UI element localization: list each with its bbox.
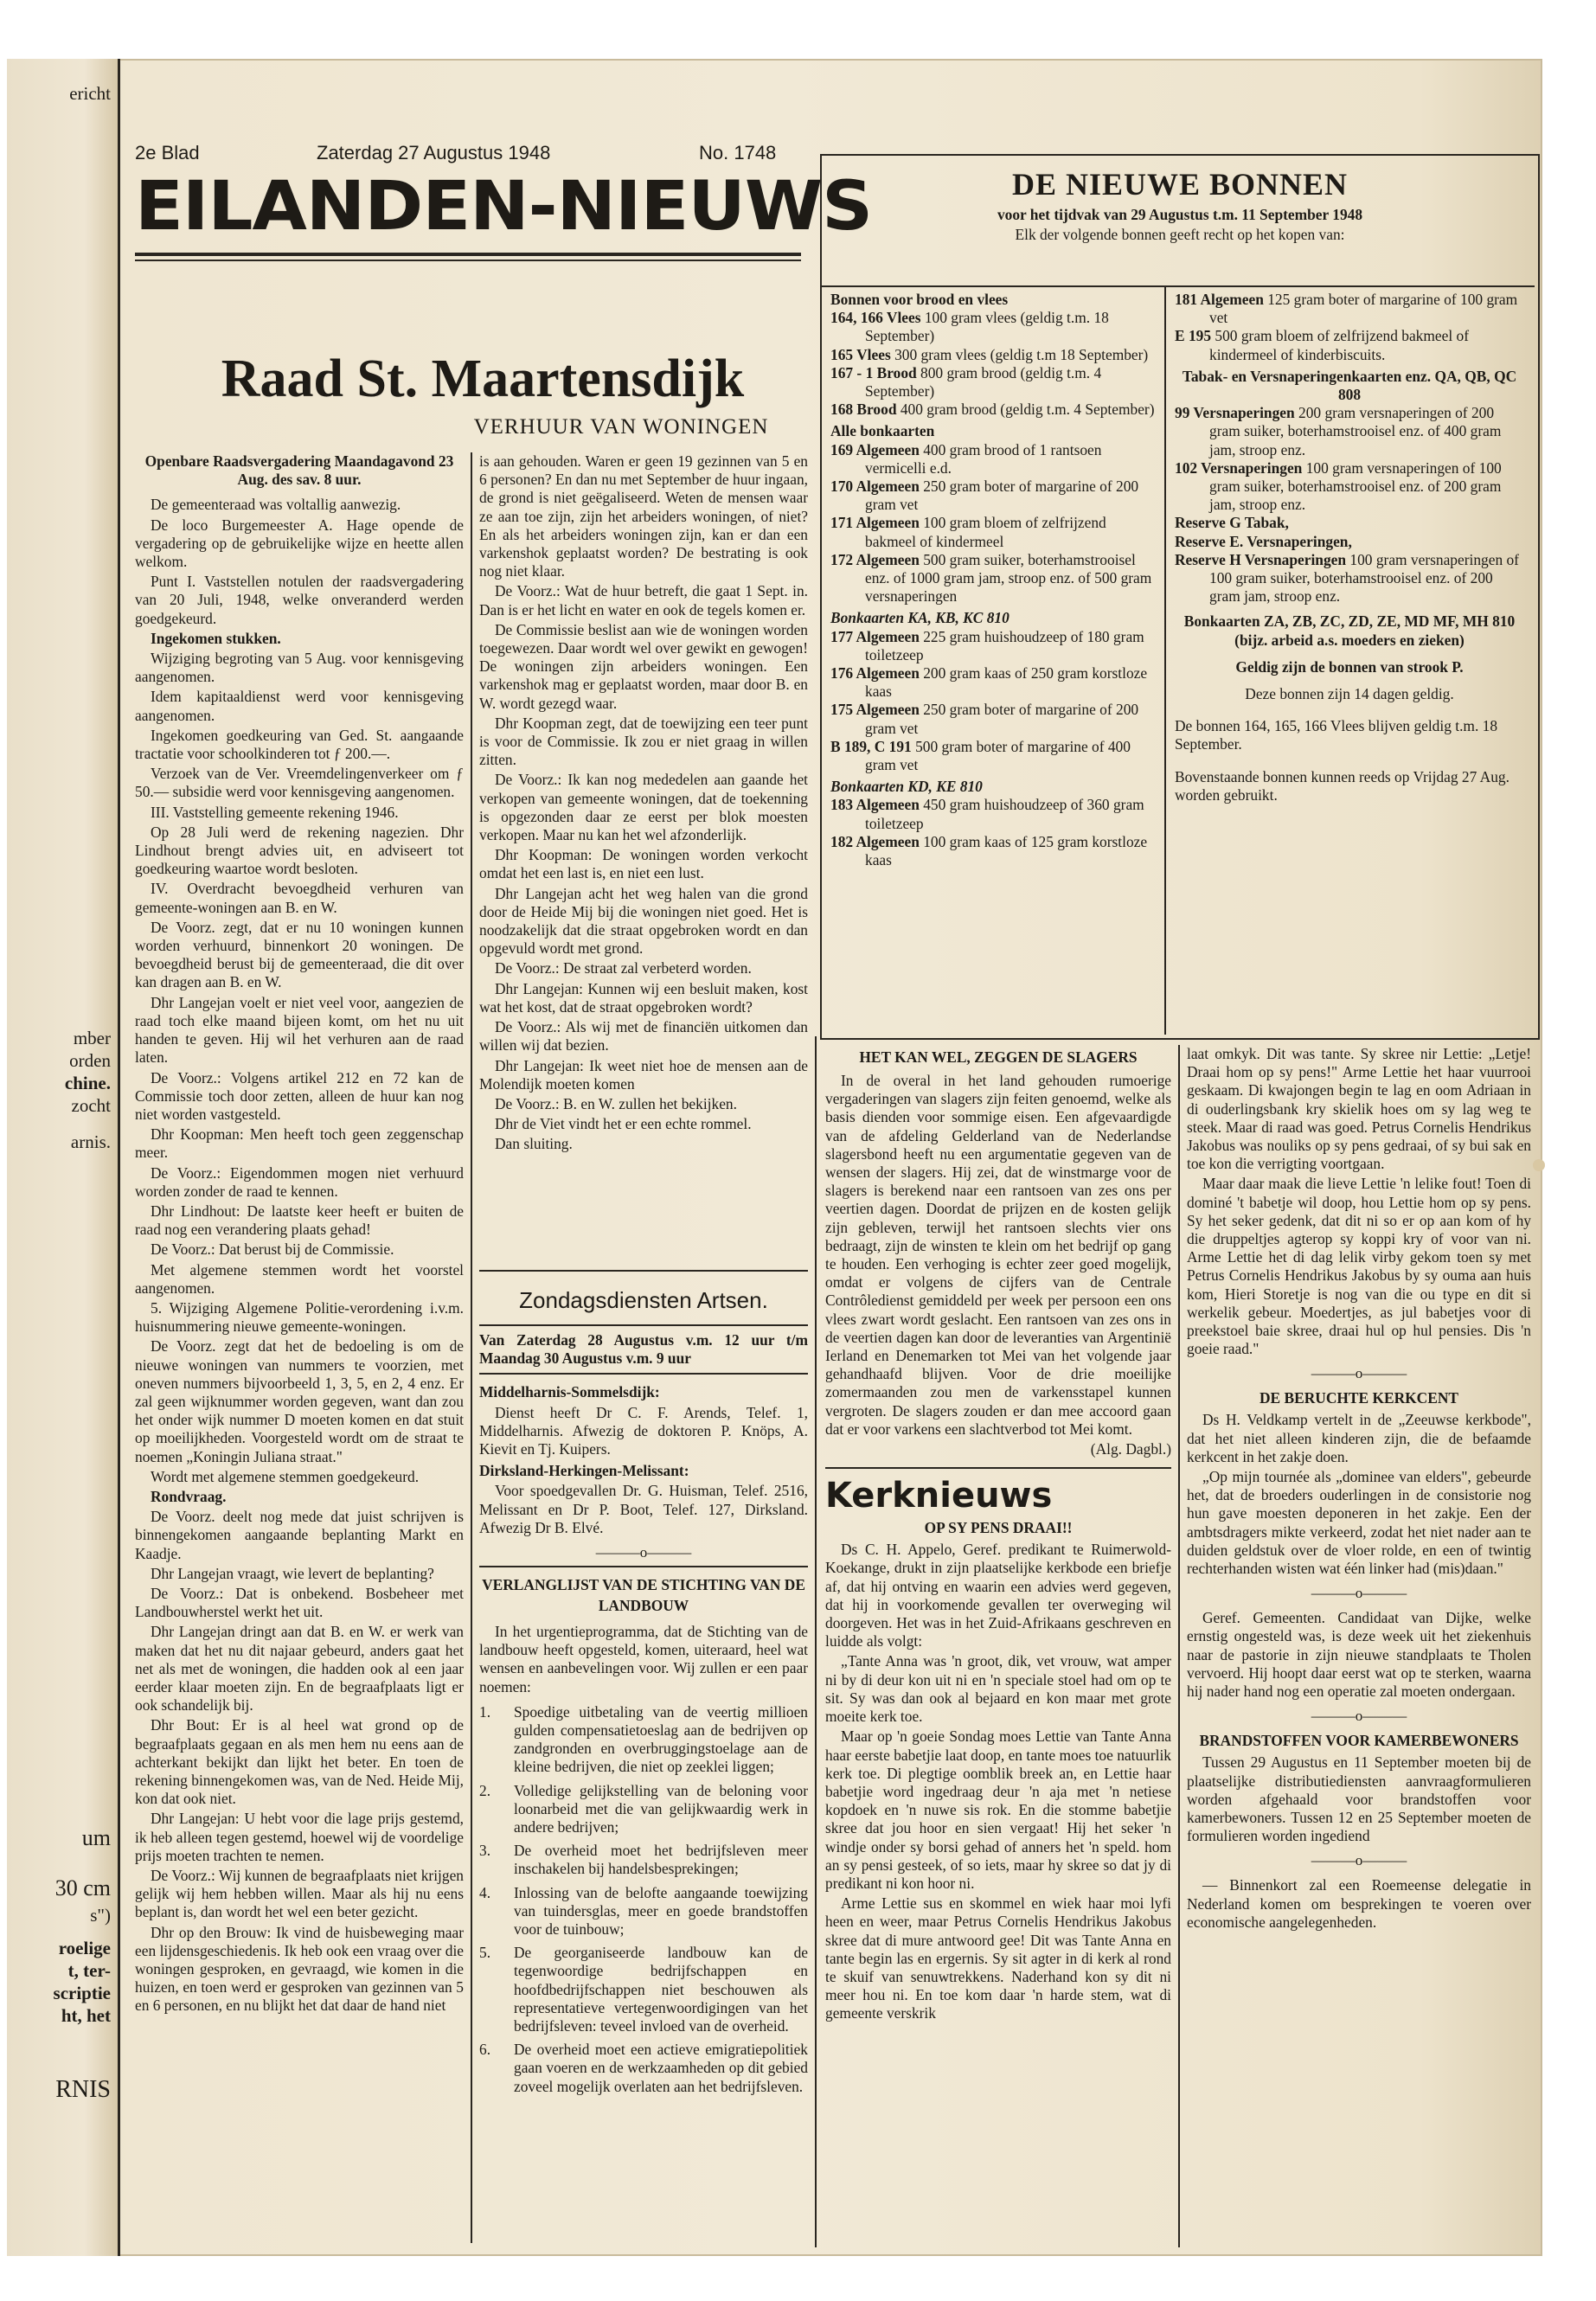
bon-entry: 168 Brood 400 gram brood (geldig t.m. 4 September) xyxy=(830,401,1155,419)
fragment: ht, het xyxy=(61,2005,111,2026)
paragraph: Ds C. H. Appelo, Geref. predikant te Ruimerwold-Koekange, drukt in zijn plaatselijke kerkbode een briefje af, dat hij ontving en waarin een advies werd gegeven, dat hij in voorkomende gevallen ter overweging wil doorgeven. Het was in het Zuid-Afrikaans geschreven en luidde als volgt: xyxy=(825,1541,1171,1650)
bon-entry: 169 Algemeen 400 gram brood of 1 rantsoen vermicelli e.d. xyxy=(830,440,1102,477)
bonnen-title: DE NIEUWE BONNEN xyxy=(1011,167,1349,202)
masthead-rule xyxy=(135,253,801,256)
slagers-title: HET KAN WEL, ZEGGEN DE SLAGERS xyxy=(859,1048,1138,1066)
artsen-location: Middelharnis-Sommelsdijk: xyxy=(479,1383,660,1401)
source: (Alg. Dagbl.) xyxy=(1090,1440,1171,1458)
bon-entry: Deze bonnen zijn 14 dagen geldig. xyxy=(1245,685,1454,703)
bon-entry: Reserve H Versnaperingen 100 gram versnaperingen of 100 gram suiker, boterhamstrooisel enz. of 200 gram jam, stroop enz. xyxy=(1175,550,1519,606)
paragraph: Rondvraag. xyxy=(151,1487,227,1505)
paragraph: „Op mijn tournée als „dominee van elders", gebeurde het, dat de broeders ouderlingen in de consistorie nog hun gave moesten deponeren in het zakje. Een der ambtsdragers mikte verkeerd, zodat het niet nader aan te duiden geldstuk over de vloer rolde, en een of twintig rechterhanden wisten wat één linker had (mis)daan." xyxy=(1187,1468,1531,1578)
bon-entry: E 195 500 gram bloem of zelfrijzend bakmeel of kindermeel of kinderbiscuits. xyxy=(1175,327,1469,363)
paragraph: De Voorz.: B. en W. zullen het bekijken. xyxy=(495,1094,737,1112)
bon-entry: Bonkaarten KD, KE 810 xyxy=(830,778,983,796)
artsen-period: Van Zaterdag 28 Augustus v.m. 12 uur t/m Maandag 30 Augustus v.m. 9 uur xyxy=(479,1331,808,1368)
paragraph: laat omkyk. Dit was tante. Sy skree nir Lettie: „Letje! Draai hom op sy pens!" Arme Lettie het haar vuurrooi geskaam. Di kwajongen begin te lag en oom Adriaan in di ouderlingsbank kry skielik hoes om sy lag weg te steek. Maar di raad was goed. Petrus Cornelis Hendrikus Jakobus was nouliks op sy pens gedraai, of sy bui sak en toe kon die verrigting voortgaan. xyxy=(1187,1045,1531,1173)
paragraph: Punt I. Vaststellen notulen der raadsvergadering van 20 Juli, 1948, welke onveranderd werden goedgekeurd. xyxy=(135,573,464,627)
paragraph: Dhr Langejan acht het weg halen van die grond door de Heide Mij bij die woningen niet goed. Het is noodzakelijk dat die straat opgebroken wordt en dan opgevuld wordt met grond. xyxy=(479,884,808,958)
paragraph: „Tante Anna was 'n groot, dik, vet vrouw, wat amper ni by di deur kon uit ni en 'n speciale stoel had om op te sit. Sy was dan ook al bejaard en kon maar met grote moeite kerk toe. xyxy=(825,1652,1171,1726)
paragraph: Dhr op den Brouw: Ik vind de huisbeweging maar een lijdensgeschiedenis. Ik heb ook een vraag over die woningen gesproken, en gevraagd, wie komen in die huizen, en toen werd er gesproken van gezinnen van 5 en 6 personen, en nu blijkt het dat daar de hand niet xyxy=(135,1923,464,2015)
paragraph: Ingekomen goedkeuring van Ged. St. aangaande tractatie voor schoolkinderen tot ƒ 200.—. xyxy=(135,726,464,763)
separator: ———o——— xyxy=(1311,1708,1407,1725)
bon-entry: Bonkaarten KA, KB, KC 810 xyxy=(830,609,1010,627)
separator: ———o——— xyxy=(1311,1365,1407,1382)
paragraph: Dhr Langejan vraagt, wie levert de beplanting? xyxy=(151,1564,434,1582)
separator: ———o——— xyxy=(1311,1585,1407,1602)
bon-entry: Bonnen voor brood en vlees xyxy=(830,291,1009,308)
landbouw-list xyxy=(479,1703,808,2096)
bon-entry: Bovenstaande bonnen kunnen reeds op Vrijdag 27 Aug. worden gebruikt. xyxy=(1175,767,1509,804)
bon-entry: 171 Algemeen 100 gram bloem of zelfrijzend bakmeel of kindermeel xyxy=(830,514,1106,550)
paragraph: Ingekomen stukken. xyxy=(151,629,281,647)
bonnen-period: voor het tijdvak van 29 Augustus t.m. 11 September 1948 xyxy=(997,206,1363,223)
fragment: um xyxy=(81,1825,111,1850)
masthead-rule xyxy=(135,260,801,261)
paragraph: De Voorz.: Dat berust bij de Commissie. xyxy=(151,1240,394,1259)
bon-entry: Bonkaarten ZA, ZB, ZC, ZD, ZE, MD MF, MH 810 (bijz. arbeid a.s. moeders en zieken) xyxy=(1183,612,1516,649)
paragraph: Wordt met algemene stemmen goedgekeurd. xyxy=(151,1467,420,1485)
bon-entry: 102 Versnaperingen 100 gram versnaperingen of 100 gram suiker, boterhamstrooisel enz. of 200 gram jam, stroop enz. xyxy=(1175,458,1502,514)
paragraph: Dhr Langejan: U hebt voor die lage prijs gestemd, ik heb alleen tegen gestemd, hoewel wij de voordelige prijs moeten trachten te nemen. xyxy=(135,1810,464,1864)
adjacent-page-strip xyxy=(7,59,120,2256)
bon-entry: 175 Algemeen 250 gram boter of margarine of 200 gram vet xyxy=(830,701,1139,737)
list-item: 1. Spoedige uitbetaling van de veertig millioen gulden compensatietoeslag aan de bedrijven op zandgronden en overbruggingstoelage aan de kleine bedrijven, die niet op zeeklei liggen; xyxy=(479,1702,808,1776)
artsen-section xyxy=(479,1275,808,1561)
section-rule xyxy=(479,1270,808,1272)
fragment: chine. xyxy=(64,1073,111,1093)
bon-entry: 99 Versnaperingen 200 gram versnaperingen of 200 gram suiker, boterhamstrooisel enz. of 400 gram jam, stroop enz. xyxy=(1175,404,1502,458)
fragment: mber xyxy=(73,1028,111,1048)
bon-entry: 182 Algemeen 100 gram kaas of 125 gram korstloze kaas xyxy=(830,832,1148,869)
bon-entry: Alle bonkaarten xyxy=(830,422,935,440)
paragraph: De Voorz. deelt nog mede dat juist schrijven is binnengekomen aangaande beplanting Markt en Kaadje. xyxy=(135,1508,464,1562)
bonnen-intro: Elk der volgende bonnen geeft recht op het kopen van: xyxy=(1015,226,1345,243)
raad-column-2 xyxy=(479,452,808,1274)
bon-entry: 183 Algemeen 450 gram huishoudzeep of 360 gram toiletzeep xyxy=(830,796,1144,832)
bon-entry: 172 Algemeen 500 gram suiker, boterhamstrooisel enz. of 1000 gram jam, stroop enz. of 500 gram versnaperingen xyxy=(830,550,1152,606)
fragment: 30 cm xyxy=(54,1875,111,1900)
list-item: 4. Inlossing van de belofte aangaande toewijzing van tuindersglas, meer en goede brandstoffen voor de tuinbouw; xyxy=(479,1883,808,1939)
headline: Raad St. Maartensdijk xyxy=(221,349,745,408)
paragraph: In het urgentieprogramma, dat de Stichting van de landbouw heeft opgesteld, komen, uiteraard, heel wat wensen en aanbevelingen voor. Wij zullen er een paar noemen: xyxy=(479,1623,808,1695)
fragment: orden xyxy=(69,1050,111,1071)
paragraph: Geref. Gemeenten. Candidaat van Dijke, welke ernstig ongesteld was, is deze week uit het ziekenhuis naar de pastorie in zijn nieuwe standplaats te Tholen vervoerd. Hij hoopt daar eerst wat op te sterken, waarna hij nader hand nog een operatie zal moeten ondergaan. xyxy=(1187,1609,1531,1701)
issue-date: Zaterdag 27 Augustus 1948 xyxy=(317,142,551,163)
artsen-location: Dirksland-Herkingen-Melissant: xyxy=(479,1462,689,1480)
bon-entry: Reserve G Tabak, xyxy=(1175,514,1289,532)
paragraph: IV. Overdracht bevoegdheid verhuren van gemeente-woningen aan B. en W. xyxy=(135,880,464,916)
paragraph: De Voorz.: Eigendommen mogen niet verhuurd worden zonder de raad te kennen. xyxy=(135,1163,464,1200)
paragraph: Wijziging begroting van 5 Aug. voor kennisgeving aangenomen. xyxy=(135,650,464,686)
bon-entry: 181 Algemeen 125 gram boter of margarine of 100 gram vet xyxy=(1175,291,1518,327)
paragraph: De Voorz.: Dat is onbekend. Bosbeheer met Landbouwherstel werkt het uit. xyxy=(135,1584,464,1621)
paragraph: Arme Lettie sus en skommel en wiek haar moi lyfi heen en weer, maar Petrus Cornelis Hendrikus Jakobus skree dat di mure antwoord gee! Dit was Tante Anna en tante begin las en ergernis. Sy sit agter in di kerk al rond te skuif van senuwtrekkens. Naderhand kon sy dit ni meer hou ni. En toe kom daar 'n harde stem, wat di gemeente verskrik xyxy=(825,1894,1171,2022)
column-rule xyxy=(471,452,472,2243)
bon-entry: 164, 166 Vlees 100 gram vlees (geldig t.m. 18 September) xyxy=(830,309,1109,345)
paragraph: De gemeenteraad was voltallig aanwezig. xyxy=(151,496,401,514)
paragraph: De Commissie beslist aan wie de woningen worden toegewezen. Daar wordt wel over gewikt en gewogen! De woningen zijn arbeiders woningen. Een varkenshok mag er geplaatst worden, maar door B. en W. wordt gezegd waar. xyxy=(479,620,808,712)
list-item: 5. De georganiseerde landbouw kan de tegenwoordige bedrijfschappen en hoofdbedrijfschappen niet beschouwen als representatieve vertegenwoordigingen van het bedrijfsleven: teveel invloed van de overheid. xyxy=(479,1944,808,2035)
page-content xyxy=(128,59,1542,2256)
paragraph: Dhr Koopman zegt, dat de toewijzing een teer punt is voor de Commissie. Ik zou er niet graag in willen zitten. xyxy=(479,714,808,769)
paragraph: Dhr Langejan voelt er niet veel voor, aangezien de raad toch elke maand bijeen komt, om het nu uit handen te geven. Hij wil het verhuren aan de raad laten. xyxy=(135,993,464,1067)
paragraph: Dhr Lindhout: De laatste keer heeft er buiten de raad nog een verandering plaats gehad! xyxy=(135,1202,464,1239)
paragraph: In de overal in het land gehouden rumoerige vergaderingen van slagers zijn feiten genoemd, welke als basis dienden voor sommige eisen. Een afgevaardigde van de afdeling Gelderland van de Nederlandse slagersbond heeft nu een argumentatie gegeven van de wensen der slagers. Hij zei, dat de winstmarge voor de slagers is berekend naar een rantsoen van zes ons per veertien dagen. Doordat de prijzen en de kosten gelijk zijn gebleven, terwijl het rantsoen slechts vier ons bedraagt, zijn de winsten te klein om het bedrijf op gang te houden. Een verhoging is echter zeer goed mogelijk, omdat er volgens de cijfers van de Centrale Contrôledienst gemiddeld per week per persoon een ons vlees zwart wordt geslacht. Een rantsoen van zes ons in de veertien dagen kan door de leveranties van Argentinië Ierland en Denemarken tot Mei van het volgende jaar gehandhaafd blijven. Voor de drie moeilijke zomermaanden zou men de varkensstapel kunnen vergroten. De slagers zouden er dan mee accoord gaan dat er voor varkens een slachtverbod tot Mei komt. xyxy=(825,1072,1171,1438)
paragraph: is aan gehouden. Waren er geen 19 gezinnen van 5 en 6 personen? En dan nu met September de huur ingaan, de grond is niet geëgaliseerd. Weten de mensen waar ze aan toe zijn, zijn het arbeiders woningen, of niet? En als het arbeiders woningen zijn, kan er dan een varkenshok geplaatst worden? De bestrating is ook nog niet klaar. xyxy=(479,452,808,580)
bon-entry: B 189, C 191 500 gram boter of margarine of 400 gram vet xyxy=(830,737,1131,774)
kerknieuws-title: Kerknieuws xyxy=(825,1476,1053,1516)
fragment: roelige xyxy=(58,1938,111,1958)
paragraph: — Binnenkort zal een Roemeense delegatie in Nederland komen om besprekingen te voeren over economische aangelegenheden. xyxy=(1187,1876,1531,1931)
fragment: s") xyxy=(90,1905,111,1926)
paragraph: Dhr Langejan dringt aan dat B. en W. er werk van maken dat het nu dit najaar gebeurd, anders gaat het net als met de woningen, die hadden ook al een jaar eerder klaar moeten zijn. En de begraafplaats ligt er ook schandelijk bij. xyxy=(135,1623,464,1715)
bon-entry: 167 - 1 Brood 800 gram brood (geldig t.m. 4 September) xyxy=(830,363,1102,401)
newspaper-page xyxy=(7,59,1542,2256)
paragraph: Dhr Koopman: De woningen worden verkocht omdat het een last is, en niet een lust. xyxy=(479,846,808,882)
masthead: EILANDEN-NIEUWS xyxy=(135,168,873,246)
bonnen-left-list xyxy=(830,291,1156,869)
paper-stain xyxy=(1533,1159,1545,1171)
paragraph: Dhr Langejan: Ik weet niet hoe de mensen aan de Molendijk moeten komen xyxy=(479,1056,808,1093)
paragraph: Dhr Bout: Er is al heel wat grond op de begraafplaats gegaan en als men hem nu eens aan de achterkant bekijkt dan lijkt het beter. En toen de rekening binnengekomen was, van de Ned. Heide Mij, kon dat ook niet. xyxy=(135,1716,464,1808)
column-rule xyxy=(815,1036,817,2247)
list-item: 6. De overheid moet een actieve emigratiepolitiek gaan voeren en de werkzaamheden op dit gebied zoveel mogelijk overlaten aan het bedrijfsleven. xyxy=(479,2041,808,2095)
bon-entry: 170 Algemeen 250 gram boter of margarine of 200 gram vet xyxy=(830,478,1139,514)
page-label: 2e Blad xyxy=(135,142,200,163)
bonnen-right-list xyxy=(1175,291,1524,804)
paragraph: Verzoek van de Ver. Vreemdelingenverkeer om ƒ 50.— subsidie werd voor kennisgeving aangenomen. xyxy=(135,765,464,801)
paragraph: De loco Burgemeester A. Hage opende de vergadering op de gebruikelijke wijze en heette allen welkom. xyxy=(135,516,464,571)
kerk-subtitle: OP SY PENS DRAAI!! xyxy=(924,1519,1073,1537)
paragraph: Ds H. Veldkamp vertelt in de „Zeeuwse kerkbode", dat het niet alleen kinderen zijn, die de befaamde kerkcent in het zakje doen. xyxy=(1187,1411,1531,1465)
bon-entry: 177 Algemeen 225 gram huishoudzeep of 180 gram toiletzeep xyxy=(830,627,1144,663)
separator: ———o——— xyxy=(1311,1852,1407,1869)
list-item: 3. De overheid moet het bedrijfsleven meer inschakelen bij handelsbesprekingen; xyxy=(479,1842,808,1878)
separator: ———o——— xyxy=(595,1544,692,1561)
fragment: zocht xyxy=(71,1095,111,1116)
paragraph: De Voorz. zegt dat het de bedoeling is om de nieuwe woningen van nummers te voorzien, met oneven nummers bijvoorbeeld 1, 3, 5, en 2, 4 enz. Er zal geen wijknummer worden gegeven, want dan zou het onder wijk nummer D moeten komen en dat stuit op moeilijkheden. Voorgesteld wordt om de straat te noemen „Koningin Juliana straat." xyxy=(135,1337,464,1465)
right-column xyxy=(1187,1045,1531,2252)
landbouw-section xyxy=(479,1571,808,2254)
paragraph: Dan sluiting. xyxy=(495,1135,573,1153)
column-rule xyxy=(1178,1045,1180,2247)
paragraph: Dhr Koopman: Men heeft toch geen zeggenschap meer. xyxy=(135,1125,464,1162)
bon-entry: 176 Algemeen 200 gram kaas of 250 gram korstloze kaas xyxy=(830,664,1148,701)
paragraph: De Voorz. zegt, dat er nu 10 woningen kunnen worden verhuurd, binnenkort 20 woningen. De bevoegdheid berust bij de gemeenteraad, die dit over kan dragen aan B. en W. xyxy=(135,918,464,991)
bon-entry: Tabak- en Versnaperingenkaarten enz. QA, QB, QC 808 xyxy=(1182,367,1517,404)
list-item: 2. Volledige gelijkstelling van de beloning voor loonarbeid met die van gelijkwaardig werk in andere bedrijven; xyxy=(479,1781,808,1836)
brandstoffen-title: BRANDSTOFFEN VOOR KAMERBEWONERS xyxy=(1199,1732,1519,1750)
paragraph: De Voorz.: Als wij met de financiën uitkomen dan willen wij dat bezien. xyxy=(479,1018,808,1054)
paragraph: De Voorz.: Wat de huur betreft, die gaat 1 Sept. in. Dan is er het licht en water en ook de tegels komen er. xyxy=(479,582,808,619)
bon-entry: Geldig zijn de bonnen van strook P. xyxy=(1235,657,1464,676)
bonnen-box xyxy=(820,154,1540,1040)
paragraph: Met algemene stemmen wordt het voorstel aangenomen. xyxy=(135,1260,464,1297)
bon-entry: Reserve E. Versnaperingen, xyxy=(1175,532,1352,550)
paragraph: Tussen 29 Augustus en 11 September moeten bij de plaatselijke distributiediensten aanvraagformulieren worden afgehaald voor brandstoffen voor kamerbewoners. Tussen 12 en 25 September moeten de formulieren worden ingediend xyxy=(1187,1753,1531,1845)
artsen-title: Zondagsdiensten Artsen. xyxy=(519,1287,768,1313)
landbouw-title: VERLANGLIJST VAN DE STICHTING VAN DE LANDBOUW xyxy=(482,1576,805,1614)
paragraph: Dhr de Viet vindt het er een echte rommel. xyxy=(495,1115,752,1133)
fragment: arnis. xyxy=(70,1131,111,1152)
slagers-kerk-column xyxy=(825,1045,1171,2252)
bon-entry: 165 Vlees 300 gram vlees (geldig t.m 18 September) xyxy=(830,345,1149,363)
paragraph: Op 28 Juli werd de rekening nagezien. Dhr Lindhout brengt advies uit, en adviseert tot goedkeuring waartoe wordt besloten. xyxy=(135,823,464,878)
bon-entry: De bonnen 164, 165, 166 Vlees blijven geldig t.m. 18 September. xyxy=(1175,717,1498,753)
kerkcent-title: DE BERUCHTE KERKCENT xyxy=(1259,1389,1458,1407)
issue-number: No. 1748 xyxy=(699,142,777,163)
paragraph: III. Vaststelling gemeente rekening 1946. xyxy=(151,803,399,821)
paragraph: Voor spoedgevallen Dr. G. Huisman, Telef. 2516, Melissant en Dr P. Boot, Telef. 127, Dirksland. Afwezig Dr B. Elvé. xyxy=(479,1482,808,1536)
fragment: RNIS xyxy=(55,2076,111,2103)
subheadline: VERHUUR VAN WONINGEN xyxy=(473,415,769,439)
raad-intro: Openbare Raadsvergadering Maandagavond 23 Aug. des sav. 8 uur. xyxy=(144,452,454,489)
section-rule xyxy=(479,1566,808,1567)
paragraph: De Voorz.: De straat zal verbeterd worden. xyxy=(495,959,752,977)
paragraph: Maar daar maak die lieve Lettie 'n lelike fout! Toen di dominé 't babetje wil doop, hou Lettie hom op sy pens. Sy het seker gedenk, dat dit ni so er op aan kom of hy die druppeltjes agterop sy koppi kry of voor van ni. Arme Lettie het di dag lelik virby gekom toen sy met Petrus Cornelis Hendrikus Jakobus by sy ouma aan huis kom, Hieri Storetje is nog van die ou type en dit si werkelik gebeur. Moedertjes, as jul babetjes voor di preekstoel baie skree, draai hul op hul pensies. Dis 'n goeie raad." xyxy=(1187,1175,1531,1358)
paragraph: De Voorz.: Volgens artikel 212 en 72 kan de Commissie toch door zetten, alleen de huur kan nog niet worden vastgesteld. xyxy=(135,1068,464,1123)
paragraph: Dhr Langejan: Kunnen wij een besluit maken, kost wat het kost, dat de straat opgebroken wordt? xyxy=(479,979,808,1016)
paragraph: Dienst heeft Dr C. F. Arends, Telef. 1, Middelharnis. Afwezig de doktoren P. Knöps, A. Kievit en Tj. Kuipers. xyxy=(479,1403,808,1458)
raad-column-1 xyxy=(135,452,464,2252)
fragment: ericht xyxy=(69,83,111,104)
fragment: scriptie xyxy=(53,1983,111,2003)
paragraph: De Voorz.: Ik kan nog mededelen aan gaande het verkopen van gemeente woningen, dat de toekenning is opgezonden daar ze eerst per blok moesten verkopen. Maar nu kan het wel afzonderlijk. xyxy=(479,771,808,844)
paragraph: 5. Wijziging Algemene Politie-verordening i.v.m. huisnummering nieuwe gemeente-woningen. xyxy=(135,1298,464,1336)
paragraph: De Voorz.: Wij kunnen de begraafplaats niet krijgen gelijk wij hem hebben willen. Maar als hij nu eens beplant is, dan wordt het wel een beter gezicht. xyxy=(135,1867,464,1921)
fragment: t, ter- xyxy=(67,1960,111,1981)
paragraph: Maar op 'n goeie Sondag moes Lettie van Tante Anna haar eerste babetjie laat doop, en tante moes toe natuurlik kerk toe. Di plegtige oomblik breek an, en Lettie haar babetjie word ingedraag deur 'n aja met 'n netiese kopdoek en 'n nuwe sis rok. En die stomme babetjie skree dat jou hoor en sien vergaat! Hij het seker 'n windje onder sy borsi gehad of anners het 'n speld. hom an sy pensi gesteek, of so iets, maar hy skree so dat jy di predikant ni kon hoor ni. xyxy=(825,1727,1171,1892)
paragraph: Idem kapitaaldienst werd voor kennisgeving aangenomen. xyxy=(135,688,464,724)
